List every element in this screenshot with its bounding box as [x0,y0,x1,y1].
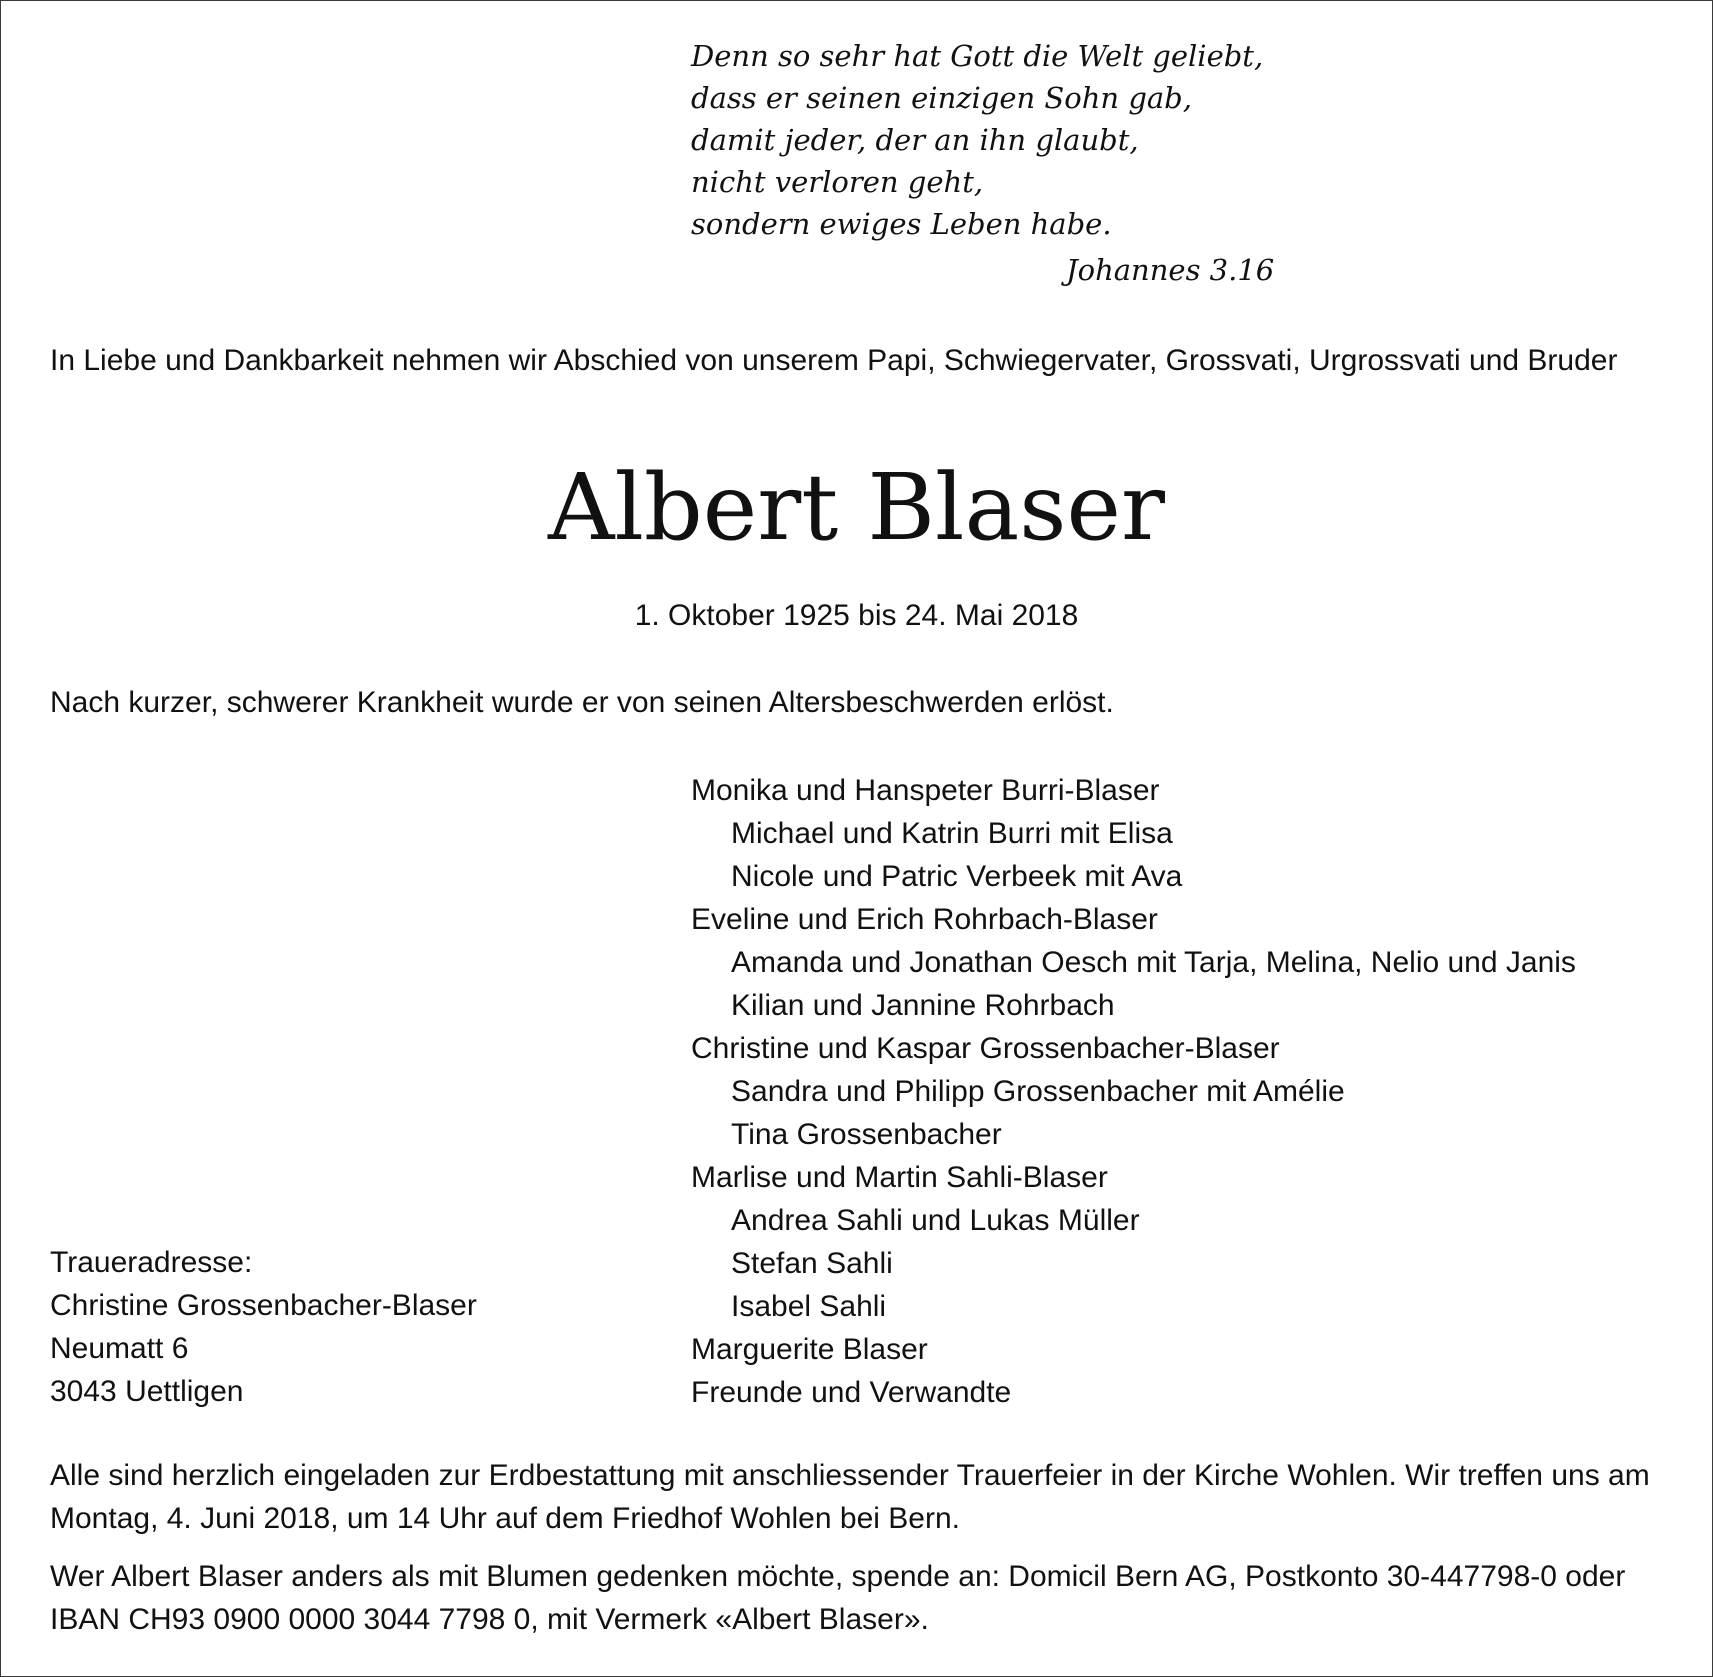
mourner-row: Marguerite Blaser [691,1333,928,1366]
bible-verse [691,35,1263,245]
address-street: Neumatt 6 [50,1332,189,1365]
funeral-invitation: Alle sind herzlich eingeladen zur Erdbestattung mit anschliessender Trauerfeier in der Kirche Wohlen. Wir treffen uns am Montag, 4. Juni 2018, um 14 Uhr auf dem Friedhof Wohlen bei Bern. [50,1459,1650,1535]
verse-line: dass er seinen einzigen Sohn gab, [691,81,1192,115]
mourner-row: Marlise und Martin Sahli-Blaser [691,1161,1108,1194]
mourner-row: Amanda und Jonathan Oesch mit Tarja, Melina, Nelio und Janis [731,946,1576,979]
deceased-name: Albert Blaser [548,454,1165,561]
mourning-address [50,1241,477,1413]
verse-line: Denn so sehr hat Gott die Welt geliebt, [691,39,1264,73]
mourner-row: Freunde und Verwandte [691,1376,1012,1409]
mourner-row: Sandra und Philipp Grossenbacher mit Amélie [731,1075,1345,1108]
address-name: Christine Grossenbacher-Blaser [50,1289,477,1322]
verse-line: sondern ewiges Leben habe. [691,207,1112,241]
intro-text: In Liebe und Dankbarkeit nehmen wir Abschied von unserem Papi, Schwiegervater, Grossvati, Urgrossvati und Bruder [50,344,1618,377]
verse-line: damit jeder, der an ihn glaubt, [691,123,1139,157]
mourner-row: Kilian und Jannine Rohrbach [731,989,1115,1022]
donation-note: Wer Albert Blaser anders als mit Blumen gedenken möchte, spende an: Domicil Bern AG, Postkonto 30-447798-0 oder IBAN CH93 0900 0000 3044 7798 0, mit Vermerk «Albert Blaser». [50,1560,1626,1636]
mourner-row: Eveline und Erich Rohrbach-Blaser [691,903,1158,936]
mourner-row: Monika und Hanspeter Burri-Blaser [691,774,1160,807]
mourner-row: Isabel Sahli [731,1290,887,1323]
mourners-list [691,769,1576,1414]
relief-text: Nach kurzer, schwerer Krankheit wurde er von seinen Altersbeschwerden erlöst. [50,686,1114,719]
life-dates: 1. Oktober 1925 bis 24. Mai 2018 [634,599,1079,632]
verse-line: nicht verloren geht, [691,165,984,199]
mourner-row: Nicole und Patric Verbeek mit Ava [731,860,1183,893]
mourner-row: Tina Grossenbacher [731,1118,1002,1151]
address-city: 3043 Uettligen [50,1375,244,1408]
address-label: Traueradresse: [50,1246,253,1279]
verse-reference: Johannes 3.16 [1066,253,1275,287]
mourner-row: Andrea Sahli und Lukas Müller [731,1204,1140,1237]
mourner-row: Michael und Katrin Burri mit Elisa [731,817,1173,850]
mourner-row: Christine und Kaspar Grossenbacher-Blaser [691,1032,1280,1065]
mourner-row: Stefan Sahli [731,1247,893,1280]
